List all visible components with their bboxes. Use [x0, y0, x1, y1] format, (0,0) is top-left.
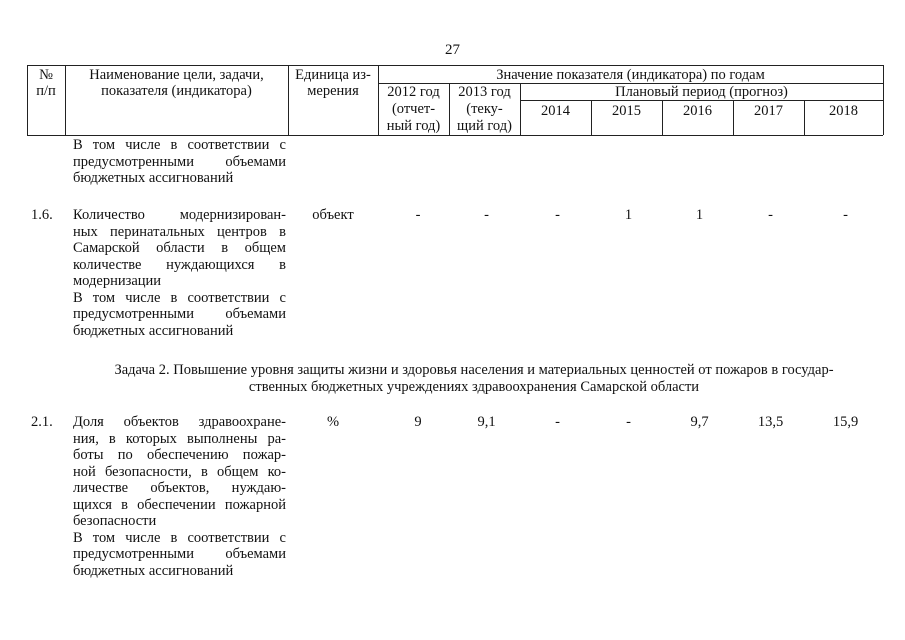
- task-2-heading: Задача 2. Повышение уровня защиты жизни и здоровья населения и материальных ценностей от пожаров в государ- ственных бюджетных учреждениях здравоохранения Самарской области: [114, 362, 834, 395]
- value-2016: 1: [695, 207, 704, 223]
- header-vline: [883, 65, 884, 135]
- header-year-2017: 2017: [754, 103, 783, 119]
- header-year-2012: 2012 год (отчет- ный год): [386, 84, 441, 134]
- header-group-title: Значение показателя (индикатора) по годам: [496, 67, 765, 83]
- row-name: Доля объектов здравоохране- ния, в которых выполнены ра- боты по обеспечению пожар- ной безопасности, в общем ко- личестве объектов, нуждаю- щихся в обеспечении пожарной безопасности В том числе в соответствии с предусмотренными объемами бюджетных ассигнований: [73, 414, 286, 579]
- header-year-2014: 2014: [541, 103, 570, 119]
- header-year-2018: 2018: [829, 103, 858, 119]
- value-2013: -: [484, 207, 489, 223]
- value-2014: -: [555, 207, 560, 223]
- value-2012: -: [415, 207, 421, 223]
- header-top-border: [27, 65, 883, 66]
- row-number: 2.1.: [31, 414, 53, 430]
- row-unit: объект: [312, 207, 354, 223]
- row-unit: %: [326, 414, 340, 430]
- value-2017: 13,5: [757, 414, 784, 430]
- header-year-2015: 2015: [612, 103, 641, 119]
- header-bottom-border: [27, 135, 883, 136]
- row-name: Количество модернизирован- ных перинатальных центров в Самарской области в общем количестве нуждающихся в модернизации В том числе в соответствии с предусмотренными объемами бюджетных ассигнований: [73, 207, 286, 339]
- header-year-2016: 2016: [683, 103, 712, 119]
- header-plan-title: Плановый период (прогноз): [615, 84, 788, 100]
- value-2014: -: [555, 414, 560, 430]
- value-2016: 9,7: [690, 414, 709, 430]
- continued-row-text: В том числе в соответствии с предусмотренными объемами бюджетных ассигнований: [73, 137, 286, 186]
- value-2017: -: [768, 207, 773, 223]
- value-2012: 9: [414, 414, 422, 430]
- header-col-number: № п/п: [36, 67, 56, 99]
- value-2018: -: [843, 207, 848, 223]
- header-col-unit: Единица из- мерения: [295, 67, 371, 99]
- row-number: 1.6.: [31, 207, 53, 223]
- header-col-name: Наименование цели, задачи, показателя (индикатора): [89, 67, 264, 99]
- value-2013: 9,1: [477, 414, 496, 430]
- value-2015: 1: [624, 207, 633, 223]
- header-line-3: [520, 100, 883, 101]
- header-year-2013: 2013 год (теку- щий год): [457, 84, 512, 134]
- value-2018: 15,9: [832, 414, 859, 430]
- page-number: 27: [445, 42, 460, 58]
- value-2015: -: [626, 414, 631, 430]
